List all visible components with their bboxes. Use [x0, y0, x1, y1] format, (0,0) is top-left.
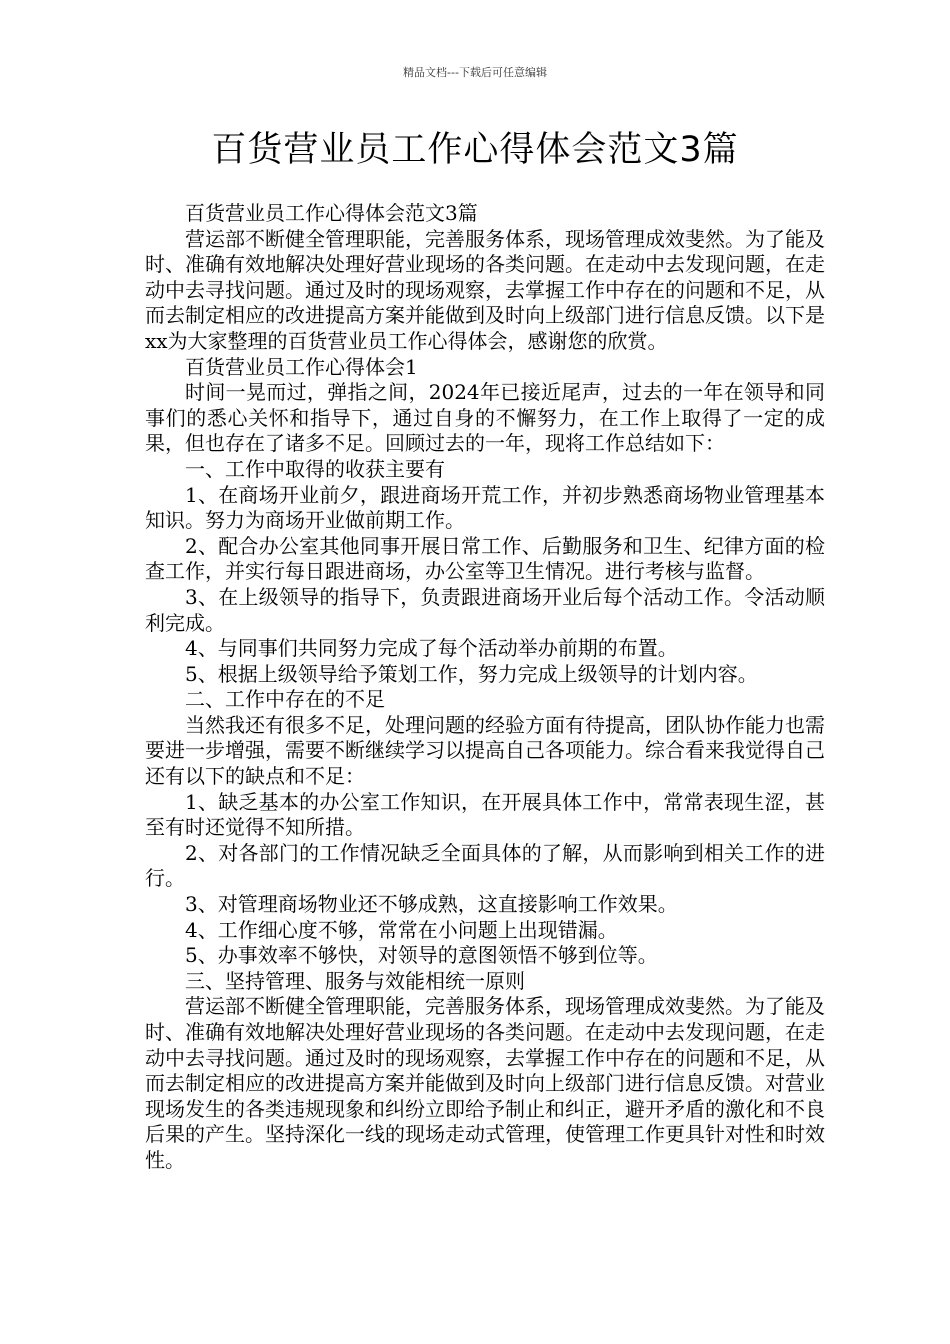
- list-item: 2、配合办公室其他同事开展日常工作、后勤服务和卫生、纪律方面的检查工作，并实行每日跟进商场，办公室等卫生情况。进行考核与监督。: [145, 533, 825, 584]
- paragraph: 时间一晃而过，弹指之间，2024年已接近尾声，过去的一年在领导和同事们的悉心关怀和指导下，通过自身的不懈努力，在工作上取得了一定的成果，但也存在了诸多不足。回顾过去的一年，现将工作总结如下：: [145, 380, 825, 456]
- paragraph-intro: 营运部不断健全管理职能，完善服务体系，现场管理成效斐然。为了能及时、准确有效地解决处理好营业现场的各类问题。在走动中去发现问题，在走动中去寻找问题。通过及时的现场观察，去掌握工作中存在的问题和不足，从而去制定相应的改进提高方案并能做到及时向上级部门进行信息反馈。以下是xx为大家整理的百货营业员工作心得体会，感谢您的欣赏。: [145, 226, 825, 353]
- document-body: [145, 201, 825, 1174]
- header-note: 精品文档---下载后可任意编辑: [403, 66, 547, 79]
- section-heading: 二、工作中存在的不足: [185, 687, 385, 712]
- list-item: 4、工作细心度不够，常常在小问题上出现错漏。: [185, 917, 618, 942]
- list-item: 4、与同事们共同努力完成了每个活动举办前期的布置。: [185, 636, 678, 661]
- list-item: 1、缺乏基本的办公室工作知识，在开展具体工作中，常常表现生涩，甚至有时还觉得不知所措。: [145, 789, 825, 840]
- section-heading: 一、工作中取得的收获主要有: [185, 456, 445, 481]
- paragraph-subtitle: 百货营业员工作心得体会范文3篇: [185, 201, 478, 225]
- list-item: 1、在商场开业前夕，跟进商场开荒工作，并初步熟悉商场物业管理基本知识。努力为商场开业做前期工作。: [145, 482, 825, 533]
- list-item: 3、对管理商场物业还不够成熟，这直接影响工作效果。: [185, 892, 678, 917]
- paragraph: 当然我还有很多不足，处理问题的经验方面有待提高，团队协作能力也需要进一步增强，需要不断继续学习以提高自己各项能力。综合看来我觉得自己还有以下的缺点和不足：: [145, 712, 825, 789]
- section-heading: 百货营业员工作心得体会1: [185, 354, 418, 379]
- list-item: 5、办事效率不够快，对领导的意图领悟不够到位等。: [185, 943, 658, 968]
- paragraph: 营运部不断健全管理职能，完善服务体系，现场管理成效斐然。为了能及时、准确有效地解决处理好营业现场的各类问题。在走动中去发现问题，在走动中去寻找问题。通过及时的现场观察，去掌握工作中存在的问题和不足，从而去制定相应的改进提高方案并能做到及时向上级部门进行信息反馈。对营业现场发生的各类违规现象和纠纷立即给予制止和纠正，避开矛盾的激化和不良后果的产生。坚持深化一线的现场走动式管理，使管理工作更具针对性和时效性。: [145, 994, 825, 1172]
- section-heading: 三、坚持管理、服务与效能相统一原则: [185, 968, 525, 993]
- list-item: 3、在上级领导的指导下，负责跟进商场开业后每个活动工作。令活动顺利完成。: [145, 584, 825, 635]
- list-item: 5、根据上级领导给予策划工作，努力完成上级领导的计划内容。: [185, 661, 758, 686]
- list-item: 2、对各部门的工作情况缺乏全面具体的了解，从而影响到相关工作的进行。: [145, 840, 825, 891]
- document-title: 百货营业员工作心得体会范文3篇: [211, 130, 739, 170]
